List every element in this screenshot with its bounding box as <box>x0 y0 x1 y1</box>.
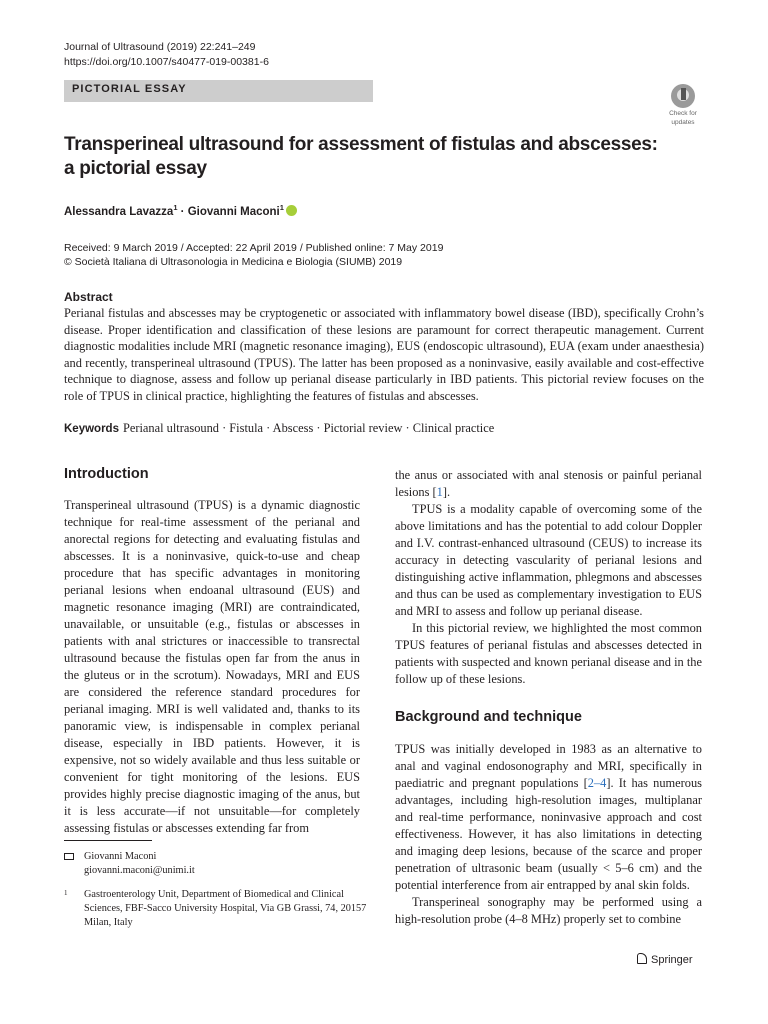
check-updates-line1: Check for <box>669 110 697 117</box>
author-list <box>64 203 297 218</box>
paragraph <box>395 467 702 501</box>
orcid-icon[interactable] <box>286 205 297 216</box>
corresponding-author-note <box>64 850 195 878</box>
paragraph-text: TPUS was initially developed in 1983 as an alternative to anal and vaginal endosonography and MRI, specifically in paediatric and pregnant populations [ <box>395 742 702 790</box>
corresponding-email[interactable]: giovanni.maconi@unimi.it <box>84 865 195 876</box>
affiliation-mark: 1 <box>173 203 178 212</box>
envelope-icon <box>64 853 74 860</box>
doi-link[interactable]: https://doi.org/10.1007/s40477-019-00381-6 <box>64 56 269 68</box>
paragraph-text: the anus or associated with anal stenosis or painful perianal lesions [ <box>395 468 702 499</box>
publisher-logo <box>637 953 693 966</box>
author-name[interactable]: Alessandra Lavazza <box>64 205 174 218</box>
publisher-name: Springer <box>651 954 693 966</box>
corresponding-name: Giovanni Maconi <box>84 851 157 862</box>
right-column-bottom <box>395 741 702 928</box>
keywords-text: Perianal ultrasound · Fistula · Abscess · Pictorial review · Clinical practice <box>122 421 495 435</box>
title-line-2: a pictorial essay <box>64 158 207 179</box>
author-name[interactable]: Giovanni Maconi <box>187 205 280 218</box>
affiliation-mark: 1 <box>279 203 284 212</box>
keywords-line <box>64 421 494 436</box>
section-label: PICTORIAL ESSAY <box>72 83 187 95</box>
check-updates-icon <box>671 84 695 108</box>
publication-info <box>64 241 443 269</box>
paragraph-text: ]. It has numerous advantages, including high-resolution images, multiplanar and real-time performance, noninvasive approach and cost effectiveness. However, it has also limitations in detecting and imaging deep lesions, because of the scarce and proper penetration of ultrasonic beam (usually < 5–6 cm) and the potential interference from air entrapped by anal skin folds. <box>395 776 702 892</box>
background-heading: Background and technique <box>395 709 582 725</box>
paragraph: TPUS is a modality capable of overcoming some of the above limitations and has the potential to add colour Doppler and I.V. contrast-enhanced ultrasound (CEUS) to increase its accuracy in detecting vascularity of perianal lesions and distinguishing active inflammation, phlegmons and abscesses and thus can be used as complementary investigation to EUS and MRI to assess and follow up perianal disease. <box>395 502 702 618</box>
abstract-text: Perianal fistulas and abscesses may be cryptogenetic or associated with inflammatory bowel disease (IBD), specifically Crohn’s disease. Proper identification and classification of these lesions are paramount for correct therapeutic management. Current diagnostic modalities include MRI (magnetic resonance imaging), EUS (endoscopic ultrasound), EUA (exam under anaesthesia) and recently, transperineal ultrasound (TPUS). The latter has been proposed as a noninvasive, easily available and cost-effective technique to diagnose, assess and follow up perianal disease particularly in IBD patients. This pictorial review focuses on the role of TPUS in clinical practice, highlighting the features of fistulas and abscesses. <box>64 306 704 403</box>
article-title <box>64 133 684 181</box>
keywords-label: Keywords <box>64 423 119 435</box>
check-for-updates-badge[interactable] <box>664 84 702 126</box>
affiliation-text: Gastroenterology Unit, Department of Biomedical and Clinical Sciences, FBF-Sacco University Hospital, Via GB Grassi, 74, 20157 Milan, Italy <box>84 889 367 928</box>
publication-dates: Received: 9 March 2019 / Accepted: 22 April 2019 / Published online: 7 May 2019 <box>64 242 444 254</box>
title-line-1: Transperineal ultrasound for assessment of fistulas and abscesses: <box>64 134 658 155</box>
affiliation-mark: 1 <box>64 889 68 897</box>
journal-header <box>64 40 269 70</box>
citation-link[interactable]: 2–4 <box>587 776 607 790</box>
paragraph: In this pictorial review, we highlighted the most common TPUS features of perianal fistulas and abscesses detected in patients with suspected and known perianal disease and in the follow up of these lesions. <box>395 621 702 686</box>
copyright-notice: © Società Italiana di Ultrasonologia in Medicina e Biologia (SIUMB) 2019 <box>64 256 403 268</box>
author-separator: · <box>177 205 188 218</box>
citation-link[interactable]: 1 <box>436 485 443 499</box>
right-column-top <box>395 467 702 688</box>
paragraph-text: ]. <box>442 485 451 499</box>
paragraph <box>395 741 702 894</box>
paragraph: Transperineal sonography may be performed using a high-resolution probe (4–8 MHz) properly set to combine <box>395 895 702 926</box>
paragraph: Transperineal ultrasound (TPUS) is a dynamic diagnostic technique for real-time assessment of the perianal and anorectal regions for detecting and evaluating fistulas and abscesses. It is a noninvasive, quick-to-use and cheap procedure that has specific advantages in monitoring perianal lesions when endoanal ultrasound (EUS) and magnetic resonance imaging (MRI) are contraindicated, unavailable, or unsuitable (e.g., fistulas or abscesses in patients with anal strictures or inaccessible to transrectal ultrasound because the fistulas open far from the anus in the gluteus or in the scrotum). Nowadays, MRI and EUS are considered the reference standard procedures for perianal imaging. MRI is well validated and, thanks to its panoramic view, is indispensable in complex perianal disease, especially in IBD patients. However, it is expensive, not so widely available and thus less suitable or convenient for tight monitoring of the lesions. EUS provides highly precise diagnostic imaging of the anus, but it is less accurate—if not unsuitable—for completely assessing fistulas or abscesses extending far from <box>64 498 360 835</box>
springer-horse-icon <box>637 953 647 964</box>
abstract-heading: Abstract <box>64 290 113 304</box>
check-updates-line2: updates <box>671 119 695 126</box>
introduction-heading: Introduction <box>64 466 149 482</box>
affiliation-note <box>64 888 384 930</box>
footnote-divider <box>64 840 152 841</box>
journal-citation: Journal of Ultrasound (2019) 22:241–249 <box>64 41 256 53</box>
section-banner <box>64 80 373 102</box>
left-column <box>64 497 360 837</box>
